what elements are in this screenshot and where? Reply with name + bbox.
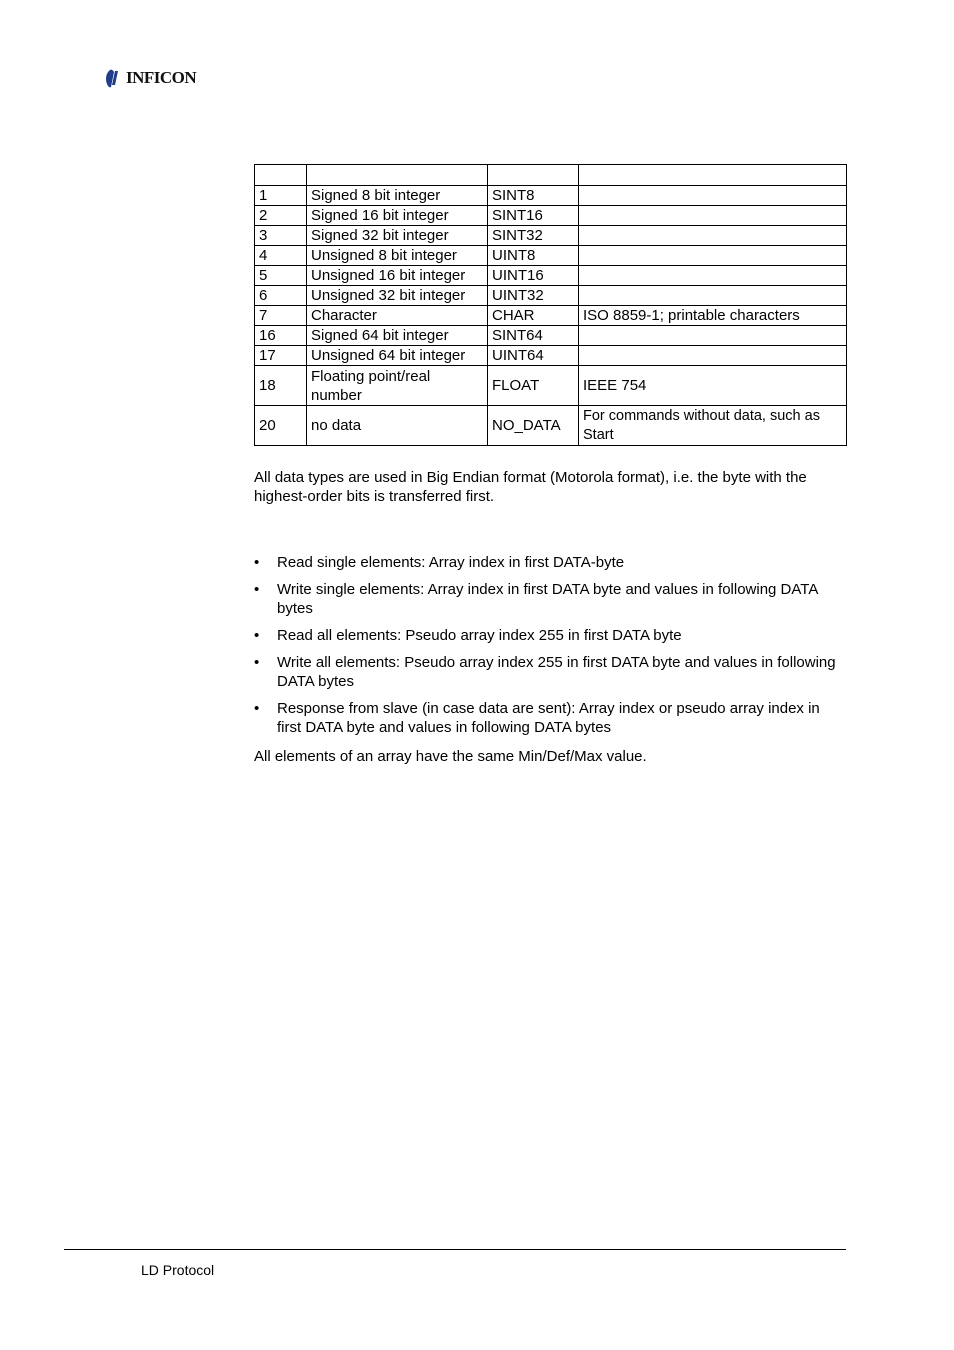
type-name: Unsigned 16 bit integer <box>307 266 488 286</box>
header-cell <box>307 165 488 186</box>
header-cell <box>488 165 579 186</box>
type-code: 5 <box>255 266 307 286</box>
type-abbr: SINT64 <box>488 326 579 346</box>
table-row <box>255 186 847 206</box>
type-abbr: UINT32 <box>488 286 579 306</box>
footer-label: LD Protocol <box>141 1262 215 1278</box>
type-name: Signed 32 bit integer <box>307 226 488 246</box>
type-note <box>579 246 847 266</box>
type-note <box>579 266 847 286</box>
bullet-icon: • <box>254 700 260 717</box>
list-item-text: Read single elements: Array index in first DATA-byte <box>277 554 625 571</box>
type-note <box>579 326 847 346</box>
type-code: 16 <box>255 326 307 346</box>
table-row <box>255 326 847 346</box>
table-row <box>255 206 847 226</box>
type-note <box>579 206 847 226</box>
table-row <box>255 286 847 306</box>
table-row <box>255 406 847 446</box>
type-code: 6 <box>255 286 307 306</box>
endian-note: All data types are used in Big Endian format (Motorola format), i.e. the byte with the highest-order bits is transferred first. <box>254 469 807 505</box>
type-name: Signed 16 bit integer <box>307 206 488 226</box>
header-cell <box>255 165 307 186</box>
array-access-list <box>254 553 846 745</box>
type-code: 17 <box>255 346 307 366</box>
type-abbr: NO_DATA <box>488 406 579 446</box>
type-abbr: UINT8 <box>488 246 579 266</box>
list-item-text: Read all elements: Pseudo array index 255 in first DATA byte <box>277 627 682 644</box>
type-note: ISO 8859-1; printable characters <box>579 306 847 326</box>
table-row <box>255 346 847 366</box>
type-abbr: SINT16 <box>488 206 579 226</box>
type-abbr: SINT32 <box>488 226 579 246</box>
list-item-text: Response from slave (in case data are sent): Array index or pseudo array index in first DATA byte and values in following DATA bytes <box>277 700 820 736</box>
type-code: 7 <box>255 306 307 326</box>
type-code: 20 <box>255 406 307 446</box>
bullet-icon: • <box>254 554 260 571</box>
table-row <box>255 246 847 266</box>
type-abbr: CHAR <box>488 306 579 326</box>
type-note <box>579 226 847 246</box>
type-name: Unsigned 32 bit integer <box>307 286 488 306</box>
list-item-text: Write single elements: Array index in first DATA byte and values in following DATA bytes <box>277 581 818 617</box>
type-note: For commands without data, such as Start <box>579 406 847 446</box>
list-item <box>254 699 846 737</box>
type-name: Unsigned 64 bit integer <box>307 346 488 366</box>
footer-divider <box>64 1249 846 1250</box>
type-abbr: UINT16 <box>488 266 579 286</box>
type-note <box>579 346 847 366</box>
type-note <box>579 286 847 306</box>
table-row <box>255 226 847 246</box>
type-code: 2 <box>255 206 307 226</box>
list-item <box>254 653 846 691</box>
logo-text: INFICON <box>126 68 197 87</box>
type-note: IEEE 754 <box>579 366 847 406</box>
array-note: All elements of an array have the same Min/Def/Max value. <box>254 748 647 765</box>
type-name: Floating point/real number <box>307 366 488 406</box>
type-abbr: UINT64 <box>488 346 579 366</box>
type-name: Character <box>307 306 488 326</box>
type-name: Signed 64 bit integer <box>307 326 488 346</box>
type-code: 3 <box>255 226 307 246</box>
type-name: no data <box>307 406 488 446</box>
type-code: 1 <box>255 186 307 206</box>
table-row <box>255 366 847 406</box>
table-header-row <box>255 165 847 186</box>
type-name: Unsigned 8 bit integer <box>307 246 488 266</box>
inficon-logo <box>104 66 196 90</box>
type-code: 4 <box>255 246 307 266</box>
list-item <box>254 626 846 645</box>
header-cell <box>579 165 847 186</box>
list-item <box>254 553 846 572</box>
list-item-text: Write all elements: Pseudo array index 255 in first DATA byte and values in following DATA bytes <box>277 654 836 690</box>
table-row <box>255 266 847 286</box>
list-item <box>254 580 846 618</box>
type-note <box>579 186 847 206</box>
table-row <box>255 306 847 326</box>
type-name: Signed 8 bit integer <box>307 186 488 206</box>
type-abbr: FLOAT <box>488 366 579 406</box>
bullet-icon: • <box>254 581 260 598</box>
inficon-logo-icon <box>104 67 124 89</box>
bullet-icon: • <box>254 654 260 671</box>
data-types-table <box>254 164 847 446</box>
type-code: 18 <box>255 366 307 406</box>
bullet-icon: • <box>254 627 260 644</box>
type-abbr: SINT8 <box>488 186 579 206</box>
